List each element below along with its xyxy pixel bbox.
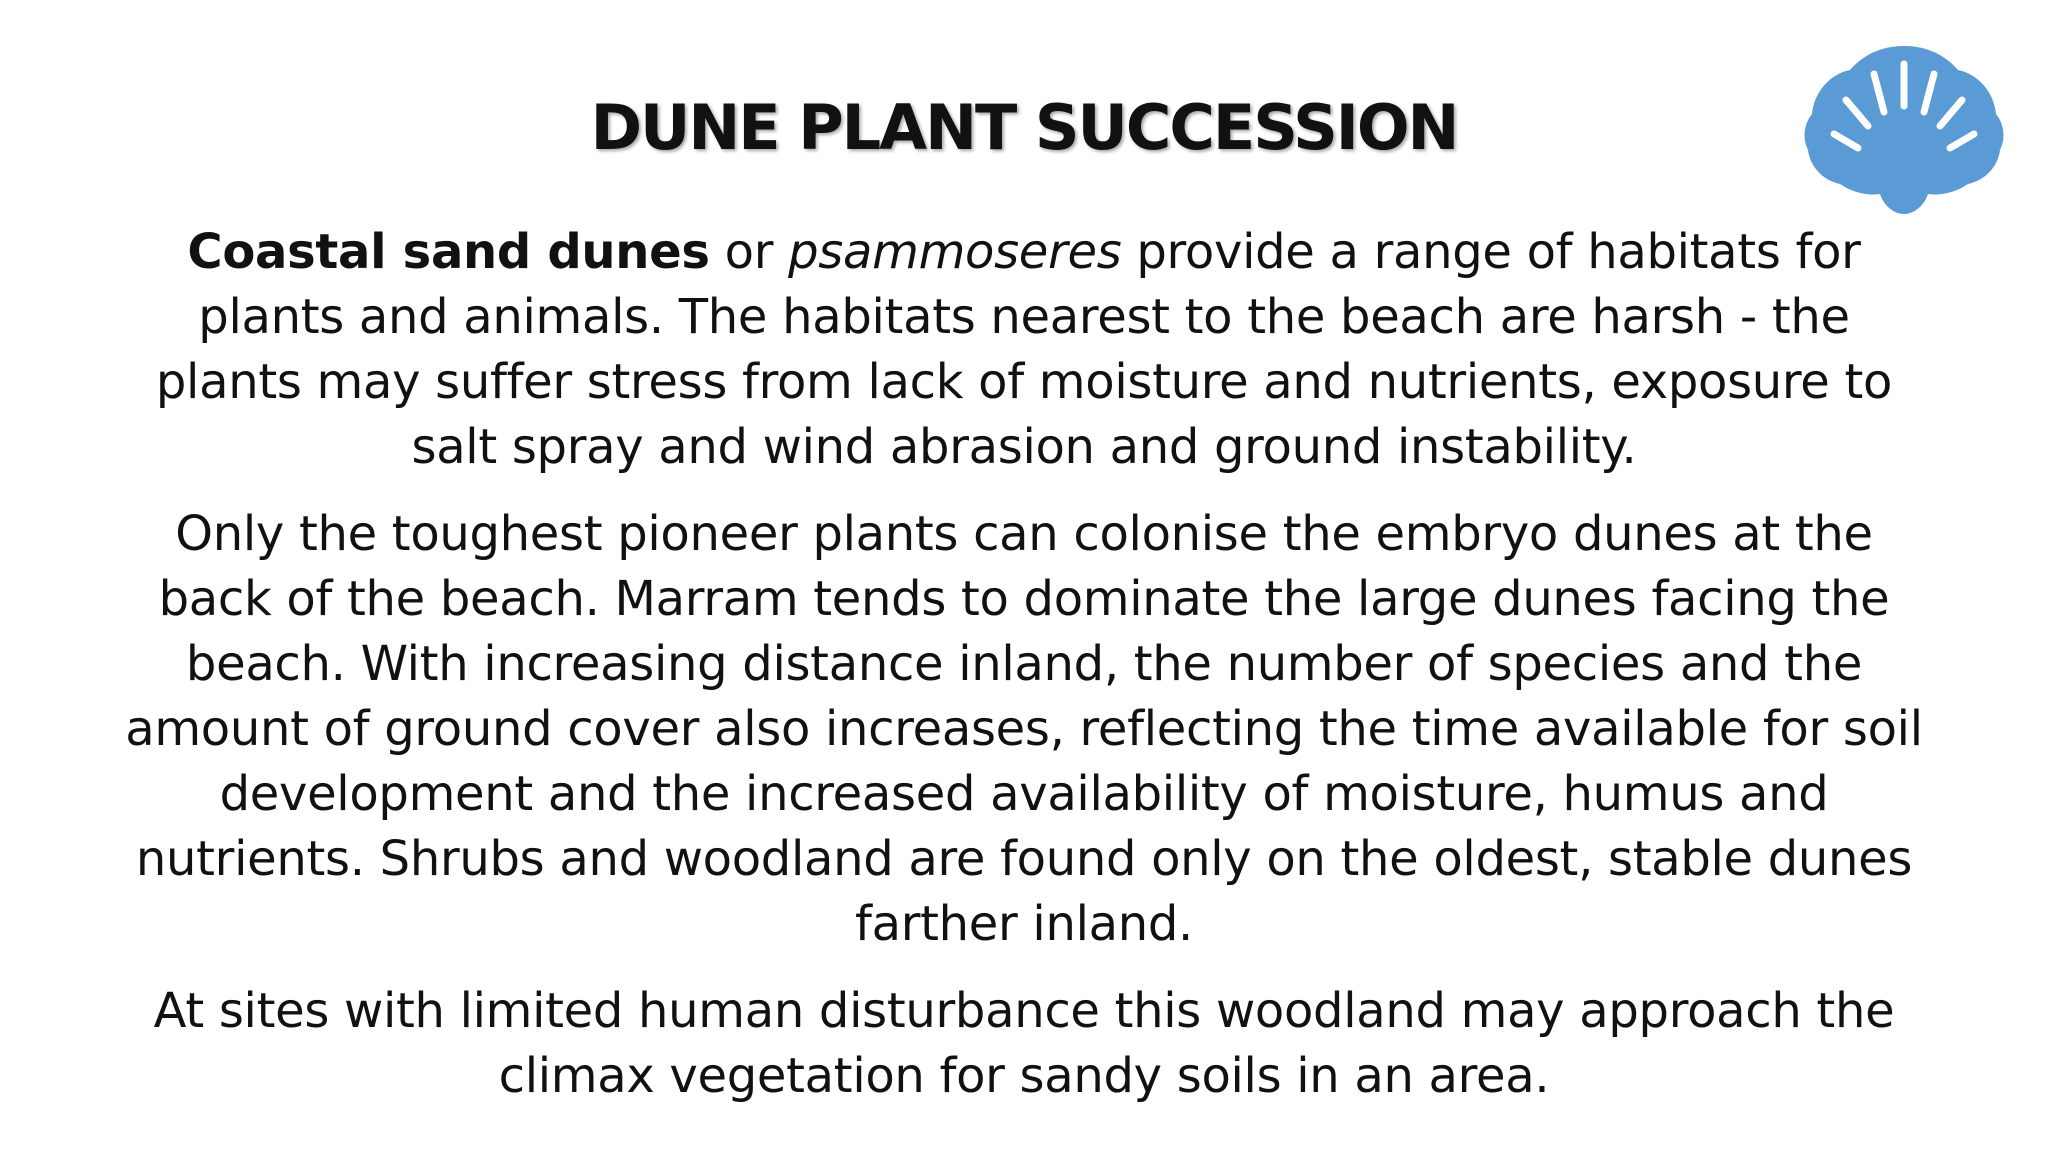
paragraph-succession: Only the toughest pioneer plants can colonise the embryo dunes at the back of the beach. Marram tends to dominate the large dunes facing the beach. With increasing distance inland, the number of species and the amount of ground cover also increases, reflecting the time available for soil development and the increased availability of moisture, humus and nutrients. Shrubs and woodland are found only on the oldest, stable dunes farther inland. <box>125 506 1923 952</box>
intro-text: provide a range of habitats for plants and animals. The habitats nearest to the beach are harsh - the plants may suffer stress from lack of moisture and nutrients, exposure to salt spray and wind abrasion and ground instability. <box>155 224 1893 475</box>
term-coastal-sand-dunes: Coastal sand dunes <box>187 224 710 280</box>
paragraph-intro <box>120 220 1928 480</box>
term-psammoseres: psammoseres <box>788 224 1122 280</box>
slide-title: DUNE PLANT SUCCESSION <box>590 91 1458 164</box>
paragraph-climax: At sites with limited human disturbance this woodland may approach the climax vegetation for sandy soils in an area. <box>153 983 1895 1104</box>
intro-connector: or <box>709 224 789 280</box>
seashell-icon <box>1800 42 2008 224</box>
slide-body <box>120 220 1928 1131</box>
